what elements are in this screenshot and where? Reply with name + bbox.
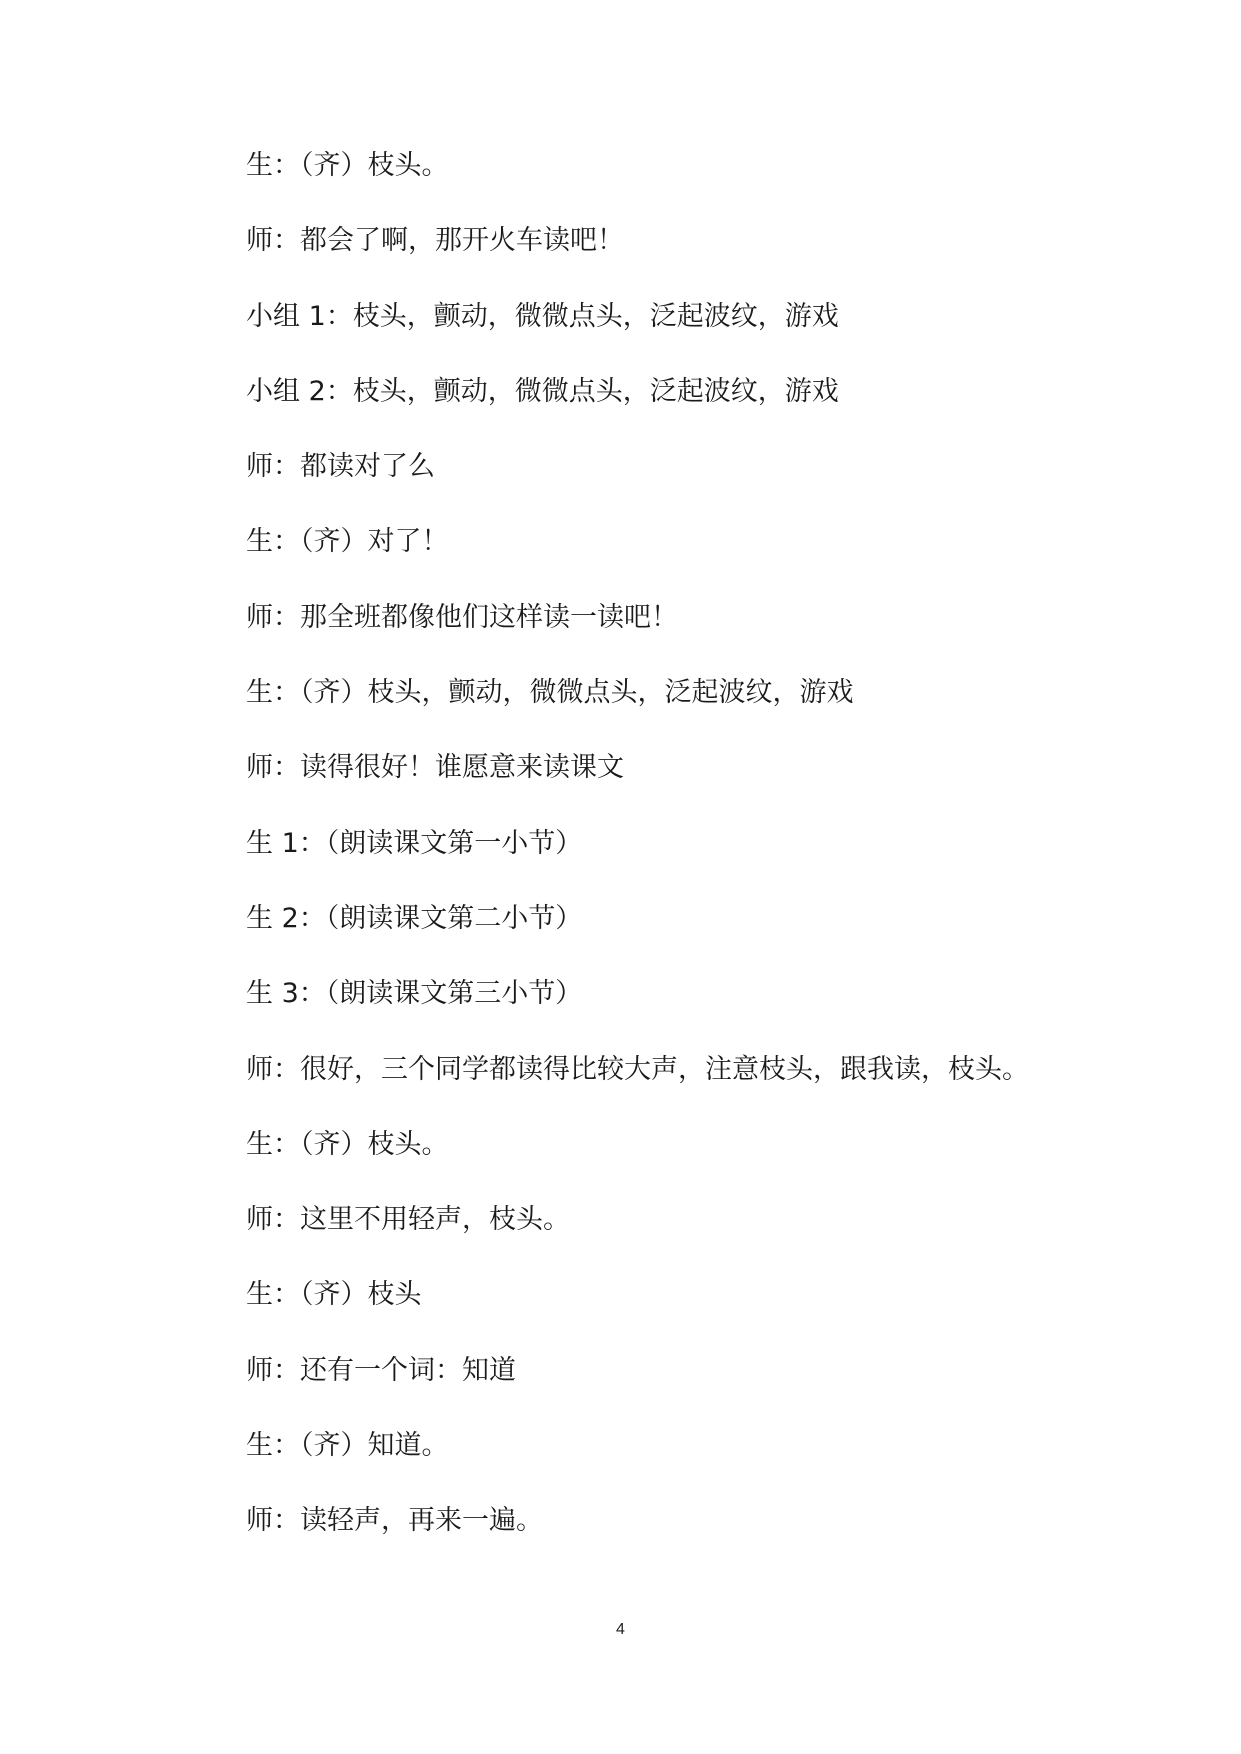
page-number: 4 [616, 1621, 625, 1638]
transcript-line: 小组 2：枝头，颤动，微微点头，泛起波纹，游戏 [246, 375, 839, 407]
transcript-line: 师：都读对了么 [246, 451, 435, 483]
transcript-line: 生：（齐）知道。 [246, 1430, 449, 1462]
transcript-line: 师：很好，三个同学都读得比较大声，注意枝头，跟我读，枝头。 [246, 1053, 1029, 1085]
transcript-line: 师：读得很好！谁愿意来读课文 [246, 752, 624, 784]
transcript-line: 生：（齐）对了！ [246, 526, 449, 558]
transcript-line: 生：（齐）枝头。 [246, 1128, 449, 1160]
transcript-line: 师：那全班都像他们这样读一读吧！ [246, 601, 678, 633]
transcript-line: 生 3：（朗读课文第三小节） [246, 978, 583, 1010]
transcript-line: 小组 1：枝头，颤动，微微点头，泛起波纹，游戏 [246, 300, 839, 332]
transcript-line: 生：（齐）枝头 [246, 1279, 422, 1311]
transcript-line: 师：这里不用轻声，枝头。 [246, 1204, 570, 1236]
transcript-line: 生：（齐）枝头，颤动，微微点头，泛起波纹，游戏 [246, 677, 854, 709]
transcript-line: 师：读轻声，再来一遍。 [246, 1505, 543, 1537]
transcript-line: 生：（齐）枝头。 [246, 150, 449, 181]
transcript-line: 师：还有一个词：知道 [246, 1354, 516, 1386]
transcript-line: 生 2：（朗读课文第二小节） [246, 902, 583, 934]
transcript-line: 师：都会了啊，那开火车读吧！ [246, 225, 624, 257]
transcript-line: 生 1：（朗读课文第一小节） [246, 827, 583, 859]
transcript [246, 146, 1146, 1577]
